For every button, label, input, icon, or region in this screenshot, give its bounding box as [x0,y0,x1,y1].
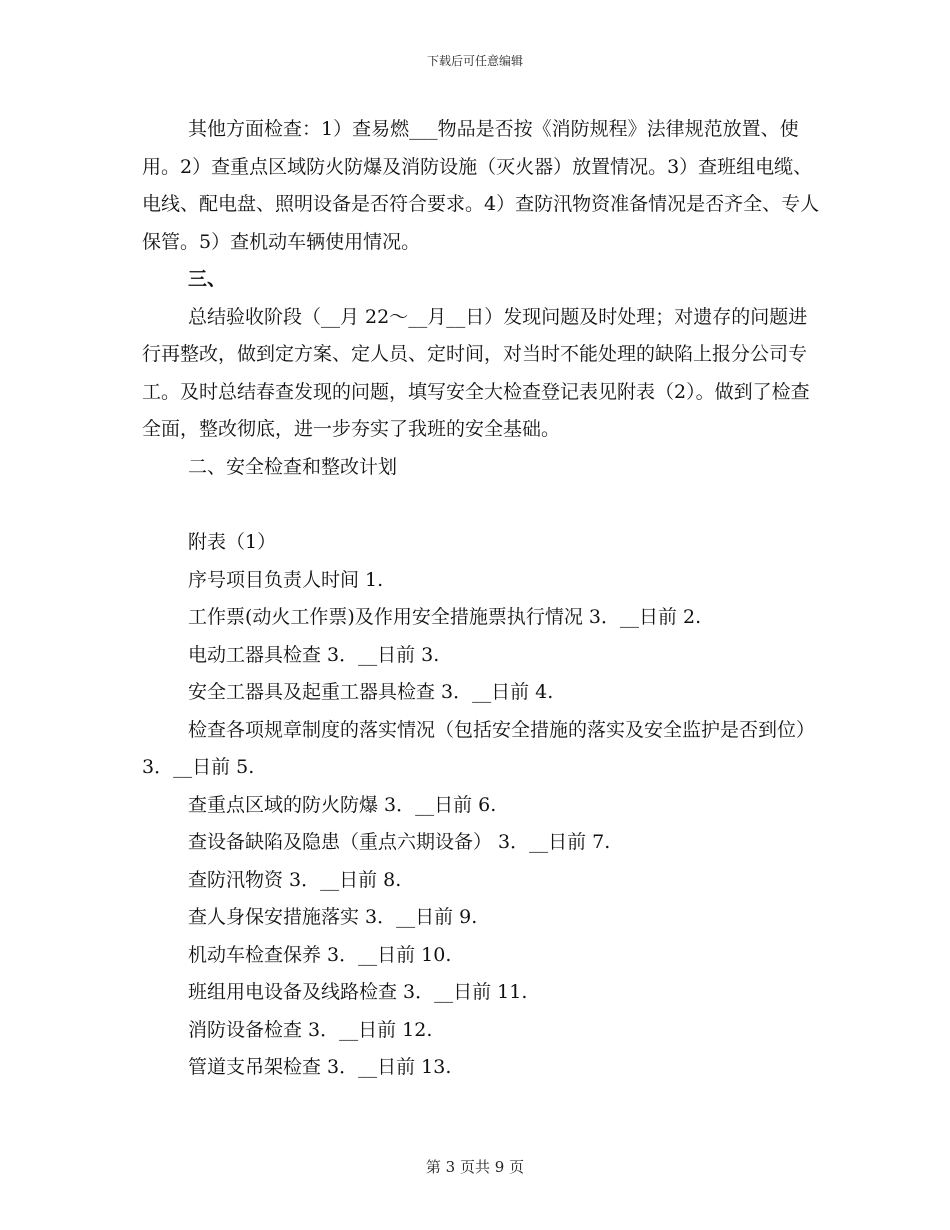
list-item: 消防设备检查 3．__日前 12. [188,1018,433,1041]
list-item: 班组用电设备及线路检查 3．__日前 11. [188,981,528,1003]
paragraph-summary-stage: 总结验收阶段（__月 22～__月__日）发现问题及时处理；对遗存的问题进行再整改，做到定方案、定人员、定时间，对当时不能处理的缺陷上报分公司专工。及时总结春查发现的问题，填写安全大检查登记表见附表（2）。做到了检查全面，整改彻底，进一步夯实了我班的安全基础。 [142,305,810,440]
section-heading-plan: 二、安全检查和整改计划 [188,455,398,478]
list-item: 查防汛物资 3．__日前 8. [188,868,402,891]
paragraph-other-checks: 其他方面检查：1）查易燃___物品是否按《消防规程》法律规范放置、使用。2）查重点区域防火防爆及消防设施（灭火器）放置情况。3）查班组电缆、电线、配电盘、照明设备是否符合要求。4）查防汛物资准备情况是否齐全、专人保管。5）查机动车辆使用情况。 [142,118,820,253]
list-item: 安全工器具及起重工器具检查 3．__日前 4. [188,681,554,703]
list-item: 查重点区域的防火防爆 3．__日前 6. [188,793,497,816]
list-item: 序号项目负责人时间 1. [188,568,384,591]
list-item: 机动车检查保养 3．__日前 10. [188,943,452,966]
document-body [142,111,822,1087]
appendix-title: 附表（1） [188,531,277,553]
page-footer: 第 3 页共 9 页 [425,1158,525,1176]
list-item: 查设备缺陷及隐患（重点六期设备） 3．__日前 7. [188,831,611,853]
list-item: 工作票(动火工作票)及作用安全措施票执行情况 3．__日前 2. [188,606,702,628]
list-item: 查人身保安措施落实 3．__日前 9. [188,906,478,928]
list-item: 管道支吊架检查 3．__日前 13. [188,1056,452,1078]
page-header: 下载后可任意编辑 [426,54,523,68]
list-item: 检查各项规章制度的落实情况（包括安全措施的落实及安全监护是否到位） 3．__日前 5. [142,718,816,778]
heading-three: 三、 [188,268,227,290]
list-item: 电动工器具检查 3．__日前 3. [188,643,440,666]
blank-line [142,486,822,524]
